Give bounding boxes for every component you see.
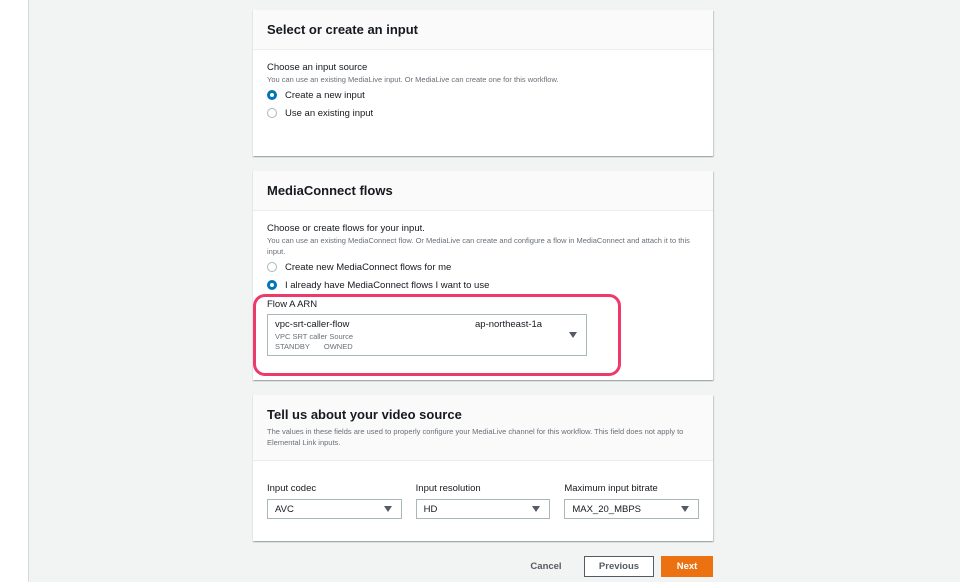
input-codec-select[interactable] — [267, 499, 402, 519]
chevron-down-icon — [384, 506, 392, 512]
radio-label: Use an existing input — [285, 107, 374, 119]
max-bitrate-field — [564, 483, 699, 519]
select-value: MAX_20_MBPS — [572, 504, 641, 515]
input-resolution-select[interactable] — [416, 499, 551, 519]
card-title: MediaConnect flows — [267, 183, 393, 198]
flow-a-label: Flow A ARN — [267, 299, 318, 310]
input-resolution-field — [416, 483, 551, 519]
radio-create-new-input[interactable] — [267, 89, 699, 101]
cancel-button[interactable]: Cancel — [530, 561, 562, 572]
radio-create-flows[interactable] — [267, 261, 699, 273]
radio-label: Create a new input — [285, 89, 365, 101]
radio-existing-flows[interactable] — [267, 279, 699, 291]
video-source-description: The values in these fields are used to properly configure your MediaLive channel for this workflow. This field does not apply to Elemental Link inputs. — [267, 427, 684, 447]
radio-selected-icon — [267, 280, 277, 290]
radio-unselected-icon — [267, 262, 277, 272]
card-title: Select or create an input — [267, 22, 418, 37]
radio-unselected-icon — [267, 108, 277, 118]
flow-ownership: OWNED — [323, 342, 353, 351]
select-value: AVC — [275, 504, 294, 515]
chevron-down-icon — [681, 506, 689, 512]
chevron-down-icon — [532, 506, 540, 512]
card-title: Tell us about your video source — [267, 407, 462, 422]
radio-label: Create new MediaConnect flows for me — [285, 261, 452, 273]
flows-description: You can use an existing MediaConnect flow. Or MediaLive can create and configure a flow in MediaConnect and attach it to this input. — [267, 236, 690, 256]
flow-source: VPC SRT caller Source — [275, 332, 354, 341]
field-label: Maximum input bitrate — [564, 483, 658, 494]
flow-status: STANDBY — [275, 342, 310, 351]
input-codec-field — [267, 483, 402, 519]
field-label: Input resolution — [415, 483, 481, 494]
flow-name: vpc-srt-caller-flow — [275, 319, 350, 330]
radio-selected-icon — [267, 90, 277, 100]
field-label: Input codec — [267, 483, 317, 494]
video-source-card — [253, 395, 713, 541]
radio-use-existing-input[interactable] — [267, 107, 699, 119]
highlight-box — [253, 294, 621, 376]
select-value: HD — [423, 504, 438, 515]
input-source-card — [253, 10, 713, 156]
input-source-description: You can use an existing MediaLive input. Or MediaLive can create one for this workflow. — [267, 75, 559, 84]
flow-region: ap-northeast-1a — [475, 319, 543, 330]
input-source-label: Choose an input source — [267, 62, 368, 73]
previous-button[interactable]: Previous — [584, 556, 654, 577]
radio-label: I already have MediaConnect flows I want to use — [285, 279, 490, 291]
max-bitrate-select[interactable] — [564, 499, 699, 519]
next-button[interactable]: Next — [661, 556, 713, 577]
flows-label: Choose or create flows for your input. — [267, 223, 425, 234]
